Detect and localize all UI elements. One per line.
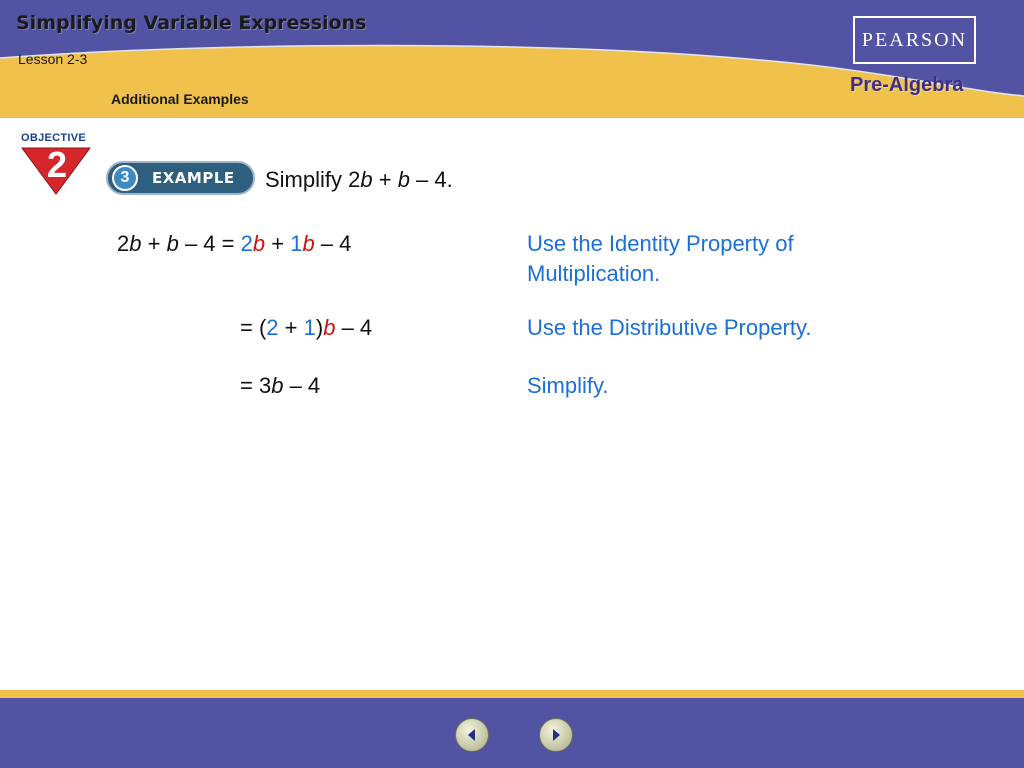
prompt-plus: +: [372, 167, 398, 192]
highlight-coefficient: 2: [240, 231, 253, 256]
example-prompt: [265, 167, 453, 193]
highlight-coefficient: 2: [266, 315, 279, 340]
publisher-name: PEARSON: [861, 28, 968, 51]
equals-segment: – 4 =: [178, 231, 241, 256]
objective-badge: [18, 132, 94, 196]
highlight-variable-b: b: [302, 231, 315, 256]
operator: +: [141, 231, 167, 256]
operator: +: [265, 231, 291, 256]
explanation-line: Use the Identity Property of: [527, 231, 794, 256]
page-title: Simplifying Variable Expressions: [16, 12, 367, 34]
highlight-coefficient: 1: [303, 315, 316, 340]
footer-divider: [0, 690, 1024, 698]
explanation-line: Multiplication.: [527, 261, 661, 286]
course-title: Pre-Algebra: [850, 74, 964, 96]
operator: +: [278, 315, 304, 340]
example-label: EXAMPLE: [152, 169, 235, 187]
right-arrow-icon: [547, 726, 565, 744]
variable-b: b: [129, 231, 142, 256]
open-paren: = (: [240, 315, 267, 340]
close-paren: ): [315, 315, 324, 340]
previous-slide-button[interactable]: [455, 718, 489, 752]
step-1-expression: [117, 231, 351, 257]
objective-number: 2: [46, 144, 68, 185]
example-number: 3: [112, 165, 138, 191]
section-subtitle: Additional Examples: [111, 91, 249, 107]
step-3-explanation: Simplify.: [527, 373, 609, 398]
left-arrow-icon: [463, 726, 481, 744]
prompt-variable-b: b: [397, 167, 410, 192]
highlight-variable-b: b: [252, 231, 266, 256]
prompt-suffix: – 4.: [409, 167, 453, 192]
equals-coefficient: = 3: [240, 373, 272, 398]
step-2-expression: [240, 315, 372, 341]
step-1-explanation: [527, 229, 794, 289]
objective-label: OBJECTIVE: [21, 132, 87, 144]
pearson-logo: [853, 16, 976, 64]
next-slide-button[interactable]: [539, 718, 573, 752]
prompt-prefix: Simplify 2: [265, 167, 361, 192]
footer-bar: [0, 698, 1024, 768]
variable-b: b: [166, 231, 179, 256]
variable-b: b: [271, 373, 284, 398]
tail: – 4: [335, 315, 373, 340]
header-banner: [0, 0, 1024, 118]
example-badge: [106, 161, 255, 195]
lesson-label: Lesson 2-3: [18, 51, 88, 67]
step-2-explanation: Use the Distributive Property.: [527, 315, 812, 340]
step-3-expression: [240, 373, 320, 399]
highlight-variable-b: b: [323, 315, 336, 340]
tail: – 4: [283, 373, 321, 398]
tail: – 4: [314, 231, 352, 256]
highlight-coefficient: 1: [290, 231, 303, 256]
prompt-variable-b: b: [360, 167, 373, 192]
coefficient: 2: [117, 231, 130, 256]
